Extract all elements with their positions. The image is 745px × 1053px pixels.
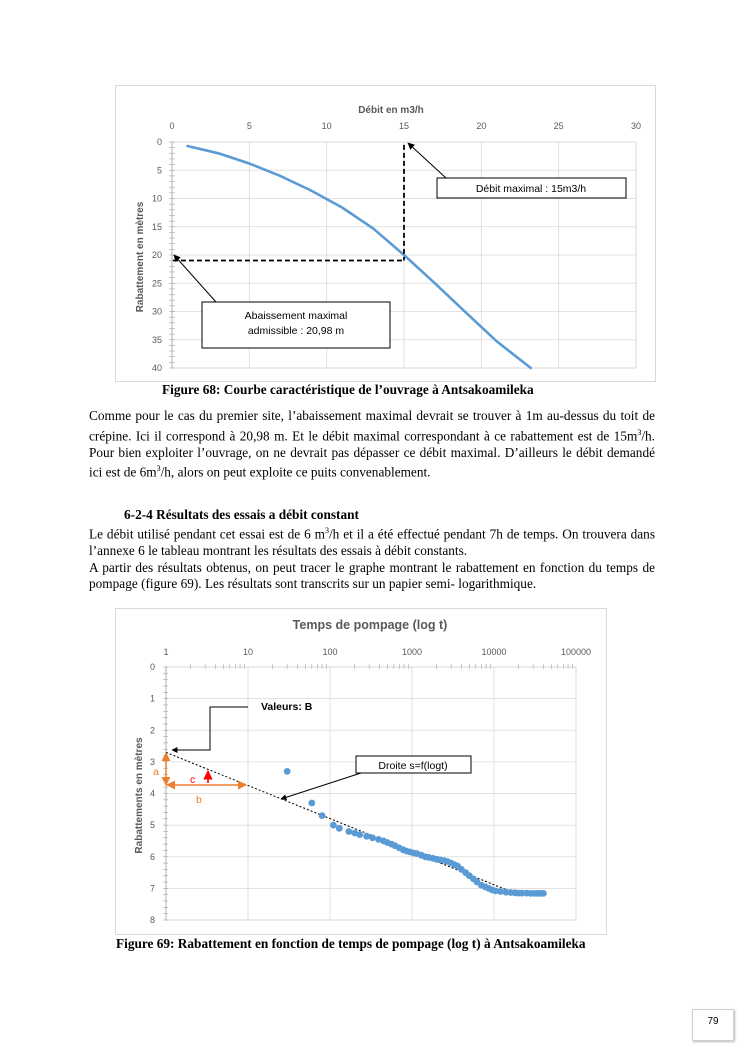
annot-droite-arrow: [281, 773, 361, 799]
data-point: [336, 825, 343, 832]
label-b: b: [196, 794, 202, 806]
data-point: [540, 890, 547, 897]
x-tick-label: 100000: [560, 647, 592, 657]
figure-68-chart: [115, 85, 656, 382]
y-tick-label: 30: [151, 306, 162, 317]
chart-69-ylabel: Rabattements en mètres: [134, 737, 145, 854]
y-tick-label: 40: [151, 363, 162, 373]
y-tick-label: 3: [149, 756, 155, 767]
annot-valeurs-text: Valeurs: B: [261, 701, 313, 713]
figure-69-caption: Figure 69: Rabattement en fonction de temps de pompage (log t) à Antsakoamileka: [116, 936, 586, 951]
y-tick-label: 20: [151, 250, 162, 260]
p1-text-3: /h, alors on peut exploite ce puits convenablement.: [160, 464, 431, 480]
annot-valeurs-connector: [172, 707, 248, 750]
x-tick-label: 5: [246, 121, 252, 131]
p2-text-3: A partir des résultats obtenus, on peut tracer le graphe montrant le rabattement en fonction du temps de pompage (figure 69). Les résultats sont transcrits sur un papier semi- logarithmique.: [89, 559, 655, 592]
data-point: [363, 833, 370, 840]
y-tick-label: 8: [149, 915, 155, 925]
section-heading: 6-2-4 Résultats des essais a débit constant: [124, 507, 359, 522]
paragraph-1: [89, 408, 655, 481]
y-tick-label: 35: [151, 334, 162, 345]
annot-abaiss-line1: Abaissement maximal: [244, 310, 348, 322]
chart-68-title: Débit en m3/h: [358, 105, 424, 116]
p2-text-1: Le débit utilisé pendant cet essai est de 6 m: [89, 526, 325, 542]
x-tick-label: 10: [242, 647, 254, 657]
p1-text-2: /h. Pour bien exploiter l’ouvrage, on ne devrait pas dépasser ce débit maximal. D’ailleurs le débit demandé ici est de 6m: [89, 428, 655, 480]
x-tick-label: 10: [321, 121, 332, 131]
label-a: a: [153, 766, 159, 778]
data-point: [319, 812, 326, 819]
figure-69-chart: [115, 608, 607, 935]
annot-abaiss-line2: admissible : 20,98 m: [247, 325, 345, 337]
x-tick-label: 15: [398, 121, 410, 131]
annot-abaiss-arrow: [174, 255, 216, 302]
y-tick-label: 2: [149, 725, 155, 736]
data-point: [330, 822, 337, 829]
annot-debit-text: Débit maximal : 15m3/h: [475, 183, 587, 195]
data-point: [284, 768, 291, 775]
chart-68-ylabel: Rabattement en mètres: [135, 201, 146, 313]
chart-69-svg: [116, 609, 606, 934]
x-tick-label: 1: [163, 647, 169, 657]
y-tick-label: 7: [149, 883, 155, 894]
x-tick-label: 1000: [401, 647, 423, 657]
y-tick-label: 25: [151, 278, 162, 289]
p1-sup-2: 3: [156, 464, 161, 474]
chart-69-title: Temps de pompage (log t): [292, 618, 448, 632]
x-tick-label: 10000: [481, 647, 507, 657]
y-tick-label: 10: [151, 193, 162, 204]
p1-sup-1: 3: [637, 427, 642, 437]
y-tick-label: 4: [149, 788, 155, 799]
y-tick-label: 0: [156, 137, 162, 147]
data-point: [369, 834, 376, 841]
figure-68-caption: Figure 68: Courbe caractéristique de l’ouvrage à Antsakoamileka: [162, 382, 534, 397]
p2-sup-1: 3: [324, 526, 329, 535]
label-c: c: [190, 774, 196, 786]
p1-text-1: Comme pour le cas du premier site, l’abaissement maximal devrait se trouver à 1m au-dessus du toit de crépine. Ici il correspond à 20,98 m. Et le débit maximal correspondant à ce rabattement est de 15m: [89, 408, 655, 444]
y-tick-label: 6: [149, 851, 155, 862]
data-point: [308, 800, 315, 807]
x-tick-label: 30: [630, 121, 642, 131]
y-tick-label: 1: [149, 693, 155, 704]
data-point: [346, 828, 353, 835]
y-tick-label: 5: [156, 165, 162, 176]
annot-debit-arrow: [408, 143, 446, 178]
x-tick-label: 25: [553, 121, 564, 131]
x-tick-label: 100: [322, 647, 338, 657]
p2-text-2: /h et il a été effectué pendant 7h de temps. On trouvera dans l’annexe 6 le tableau montrant les résultats des essais à débit constants.: [89, 526, 656, 559]
y-tick-label: 15: [151, 221, 162, 232]
page-number: 79: [692, 1009, 734, 1041]
x-tick-label: 0: [169, 121, 175, 131]
data-point: [356, 831, 363, 838]
y-tick-label: 5: [149, 820, 155, 831]
x-tick-label: 20: [476, 121, 487, 131]
annot-droite-text: Droite s=f(logt): [378, 760, 448, 772]
y-tick-label: 0: [149, 662, 155, 672]
paragraph-2: [89, 523, 655, 593]
chart-68-svg: [116, 86, 655, 381]
